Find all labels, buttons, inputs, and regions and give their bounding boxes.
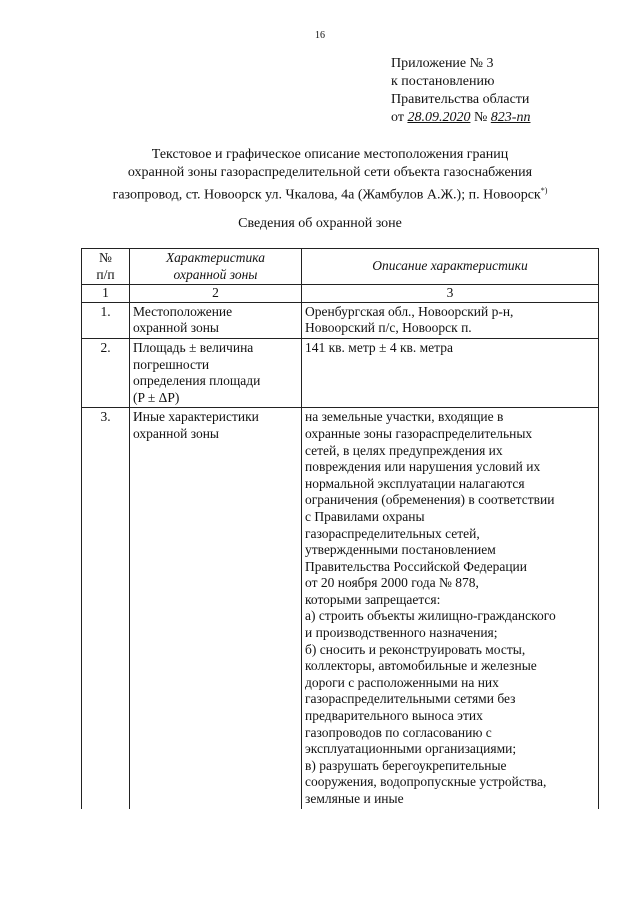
footnote-mark: *) (540, 186, 548, 195)
description-line: Правительства Российской Федерации (305, 558, 527, 574)
description-line: земляные и иные (305, 791, 404, 806)
section-subtitle: Сведения об охранной зоне (238, 216, 402, 231)
document-title (60, 146, 600, 205)
description-line: дороги с расположенными на них (305, 674, 499, 690)
row-label (130, 302, 302, 338)
label-line: определения площади (133, 373, 261, 389)
handwritten-number: 823-пп (490, 110, 531, 125)
row-label (130, 338, 302, 407)
description-line: сооружения, водопропускные устройства, (305, 774, 547, 790)
number-prefix: № (473, 110, 488, 125)
row-number: 3. (82, 408, 130, 809)
table-row (82, 302, 599, 338)
description-line: газопроводов по согласованию с (305, 724, 492, 740)
description-line: б) сносить и реконструировать мосты, (305, 641, 526, 657)
header-number-line-1: № (99, 250, 112, 265)
table-header-row (82, 249, 599, 285)
label-line: Местоположение (133, 303, 233, 319)
column-number-1: 1 (82, 285, 130, 303)
description-line: сетей, в целях предупреждения их (305, 442, 503, 458)
description-line: Оренбургская обл., Новоорский р-н, (305, 303, 514, 319)
title-line-2: охранной зоны газораспределительной сети объекта газоснабжения (127, 165, 533, 180)
header-description: Описание характеристики (302, 249, 599, 285)
description-line: ограничения (обременения) в соответствии (305, 492, 555, 508)
appendix-line-3: Правительства области (391, 92, 530, 107)
description-line: коллекторы, автомобильные и железные (305, 658, 537, 674)
description-line: нормальной эксплуатации налагаются (305, 475, 525, 491)
page-number: 16 (315, 30, 325, 41)
column-number-row (82, 285, 599, 303)
appendix-line-2: к постановлению (391, 74, 495, 89)
appendix-date-line (391, 109, 530, 127)
label-line: погрешности (133, 356, 210, 372)
header-characteristic-line-1: Характеристика (165, 250, 266, 265)
header-characteristic-line-2: охранной зоны (173, 266, 258, 282)
description-line: 141 кв. метр ± 4 кв. метра (305, 339, 453, 355)
description-line: газораспределительных сетей, (305, 525, 480, 541)
column-number-2: 2 (130, 285, 302, 303)
description-line: охранные зоны газораспределительных (305, 425, 533, 441)
row-label (130, 408, 302, 809)
description-line: на земельные участки, входящие в (305, 409, 504, 425)
description-line: предварительного выноса этих (305, 708, 483, 724)
from-prefix: от (391, 110, 404, 125)
title-line-1: Текстовое и графическое описание местоположения границ (151, 147, 509, 162)
description-line: которыми запрещается: (305, 591, 441, 607)
description-line: эксплуатационными организациями; (305, 741, 517, 757)
header-characteristic (130, 249, 302, 285)
header-number-line-2: п/п (96, 266, 115, 282)
label-line: охранной зоны (133, 320, 220, 336)
appendix-block (391, 55, 530, 127)
description-line: газораспределительными сетями без (305, 691, 516, 707)
label-line: Площадь ± величина (133, 339, 254, 355)
label-line: (P ± ΔP) (133, 389, 180, 405)
label-line: охранной зоны (133, 425, 220, 441)
row-description (302, 338, 599, 407)
description-line: от 20 ноября 2000 года № 878, (305, 575, 479, 591)
row-number: 2. (82, 338, 130, 407)
description-line: а) строить объекты жилищно-гражданского (305, 608, 556, 624)
description-line: утвержденными постановлением (305, 542, 496, 558)
protection-zone-table (81, 248, 599, 809)
title-line-3 (60, 182, 600, 205)
appendix-line-1: Приложение № 3 (391, 56, 494, 71)
description-line: в) разрушать берегоукрепительные (305, 757, 507, 773)
table-row (82, 408, 599, 809)
row-description (302, 408, 599, 809)
title-line-3-text: газопровод, ст. Новоорск ул. Чкалова, 4а (Жамбулов А.Ж.); п. Новоорск (112, 187, 541, 203)
description-line: Новоорский п/с, Новоорск п. (305, 320, 472, 336)
label-line: Иные характеристики (133, 409, 259, 425)
description-line: и производственного назначения; (305, 625, 498, 641)
description-line: с Правилами охраны (305, 508, 425, 524)
table-row (82, 338, 599, 407)
row-number: 1. (82, 302, 130, 338)
handwritten-date: 28.09.2020 (407, 110, 471, 125)
header-number (82, 249, 130, 285)
row-description (302, 302, 599, 338)
column-number-3: 3 (302, 285, 599, 303)
description-line: повреждения или нарушения условий их (305, 459, 541, 475)
